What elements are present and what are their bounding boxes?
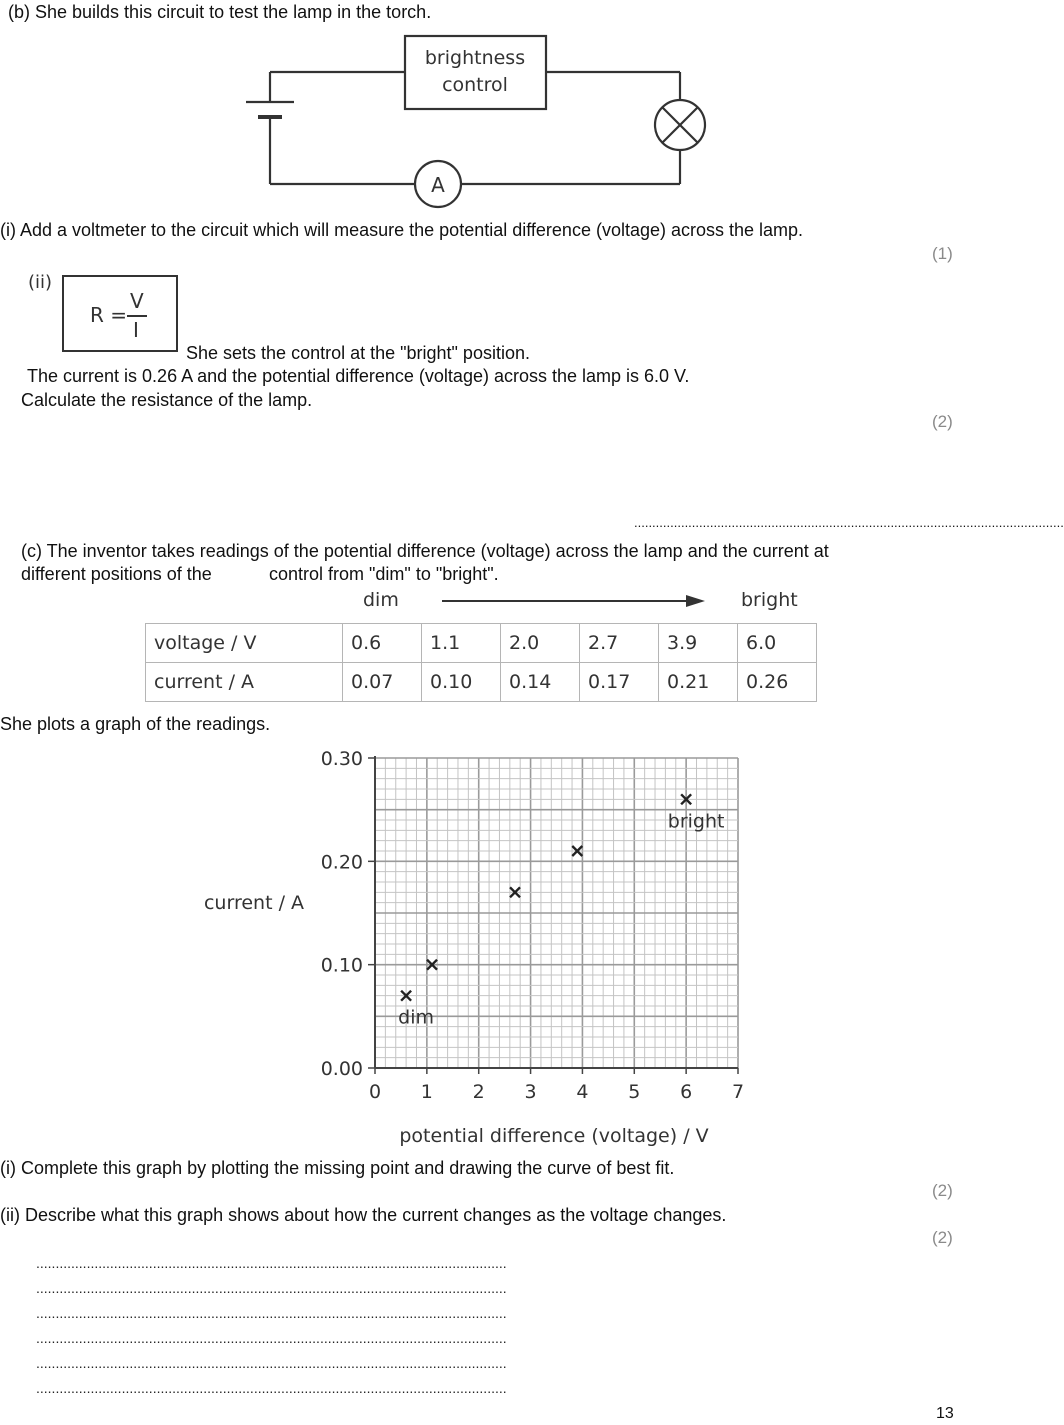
part-b-ii-line2: The current is 0.26 A and the potential difference (voltage) across the lamp is 6.0 V. xyxy=(27,366,690,386)
point-annotation-bright: bright xyxy=(667,810,725,833)
current-cell: 0.07 xyxy=(343,663,422,702)
x-tick-label: 2 xyxy=(472,1081,485,1103)
answer-line: ......................................................................................................................... xyxy=(36,1280,507,1296)
part-b-ii-line3: Calculate the resistance of the lamp. xyxy=(21,390,313,410)
x-tick-label: 1 xyxy=(420,1081,433,1103)
y-axis-label: current / A xyxy=(203,892,305,914)
marks-c-ii: (2) xyxy=(932,1228,953,1247)
control-label-line1: brightness xyxy=(424,47,526,69)
y-tick-label: 0.20 xyxy=(320,851,363,874)
table-row-current xyxy=(146,663,817,702)
x-tick-label: 5 xyxy=(628,1081,641,1103)
plots-text: She plots a graph of the readings. xyxy=(0,714,271,734)
part-b-ii-label: (ii) xyxy=(28,272,53,293)
current-cell: 0.21 xyxy=(659,663,738,702)
part-c-line1: (c) The inventor takes readings of the potential difference (voltage) across the lamp and the current at xyxy=(21,541,829,561)
current-cell: 0.26 xyxy=(738,663,817,702)
formula-box xyxy=(62,275,178,352)
part-b-intro: (b) She builds this circuit to test the lamp in the torch. xyxy=(8,2,432,22)
arrow-label-dim: dim xyxy=(363,589,399,611)
marks-b-i: (1) xyxy=(932,244,953,263)
y-tick-label: 0.10 xyxy=(320,954,363,977)
x-tick-label: 3 xyxy=(524,1081,537,1103)
arrow-label-bright: bright xyxy=(741,589,798,611)
x-tick-label: 6 xyxy=(680,1081,693,1103)
control-label-line2: control xyxy=(442,74,508,96)
answer-line: ......................................................................................................................... xyxy=(36,1255,507,1271)
current-cell: 0.14 xyxy=(501,663,580,702)
table-row-voltage xyxy=(146,624,817,663)
part-c-question-ii: (ii) Describe what this graph shows about how the current changes as the voltage changes. xyxy=(0,1205,727,1225)
x-tick-label: 4 xyxy=(576,1081,589,1103)
part-b-ii-line1: She sets the control at the "bright" position. xyxy=(186,343,530,363)
answer-line: ......................................................................................................................... xyxy=(36,1330,507,1346)
current-cell: 0.17 xyxy=(580,663,659,702)
part-b-question-i: (i) Add a voltmeter to the circuit which will measure the potential difference (voltage) across the lamp. xyxy=(0,220,804,240)
current-voltage-graph xyxy=(0,740,960,1160)
voltage-cell: 3.9 xyxy=(659,624,738,663)
voltage-cell: 2.0 xyxy=(501,624,580,663)
x-tick-label: 7 xyxy=(731,1081,745,1103)
y-tick-label: 0.30 xyxy=(320,748,363,770)
current-header: current / A xyxy=(146,663,343,702)
x-axis-label: potential difference (voltage) / V xyxy=(399,1125,709,1147)
part-c-line2b: control from "dim" to "bright". xyxy=(269,564,499,584)
answer-line: ......................................................................................................................... xyxy=(36,1355,507,1371)
formula-denominator: I xyxy=(133,318,139,342)
ammeter-label: A xyxy=(431,173,445,197)
marks-b-ii: (2) xyxy=(932,412,953,431)
current-cell: 0.10 xyxy=(422,663,501,702)
voltage-cell: 1.1 xyxy=(422,624,501,663)
answer-line: ......................................................................................................................... xyxy=(36,1380,507,1396)
part-c-question-i: (i) Complete this graph by plotting the missing point and drawing the curve of best fit. xyxy=(0,1158,675,1178)
point-annotation-dim: dim xyxy=(398,1006,435,1029)
x-tick-label: 0 xyxy=(368,1081,382,1103)
formula-numerator: V xyxy=(130,289,144,313)
voltage-header: voltage / V xyxy=(146,624,343,663)
voltage-cell: 6.0 xyxy=(738,624,817,663)
formula-fraction-bar xyxy=(127,315,147,317)
voltage-cell: 0.6 xyxy=(343,624,422,663)
answer-line: ......................................................................................................................... xyxy=(36,1305,507,1321)
graph-tick-labels xyxy=(321,748,744,1103)
marks-c-i: (2) xyxy=(932,1181,953,1200)
part-c-line2a: different positions of the xyxy=(21,564,212,584)
readings-table xyxy=(145,623,817,702)
formula-lhs: R = xyxy=(90,303,128,327)
dim-to-bright-arrow xyxy=(440,591,720,611)
y-tick-label: 0.00 xyxy=(320,1058,363,1080)
voltage-cell: 2.7 xyxy=(580,624,659,663)
circuit-diagram xyxy=(0,0,960,215)
answer-dots-b: ....................................................................................................................... xyxy=(634,515,1064,530)
page-number: 13 xyxy=(936,1405,954,1422)
